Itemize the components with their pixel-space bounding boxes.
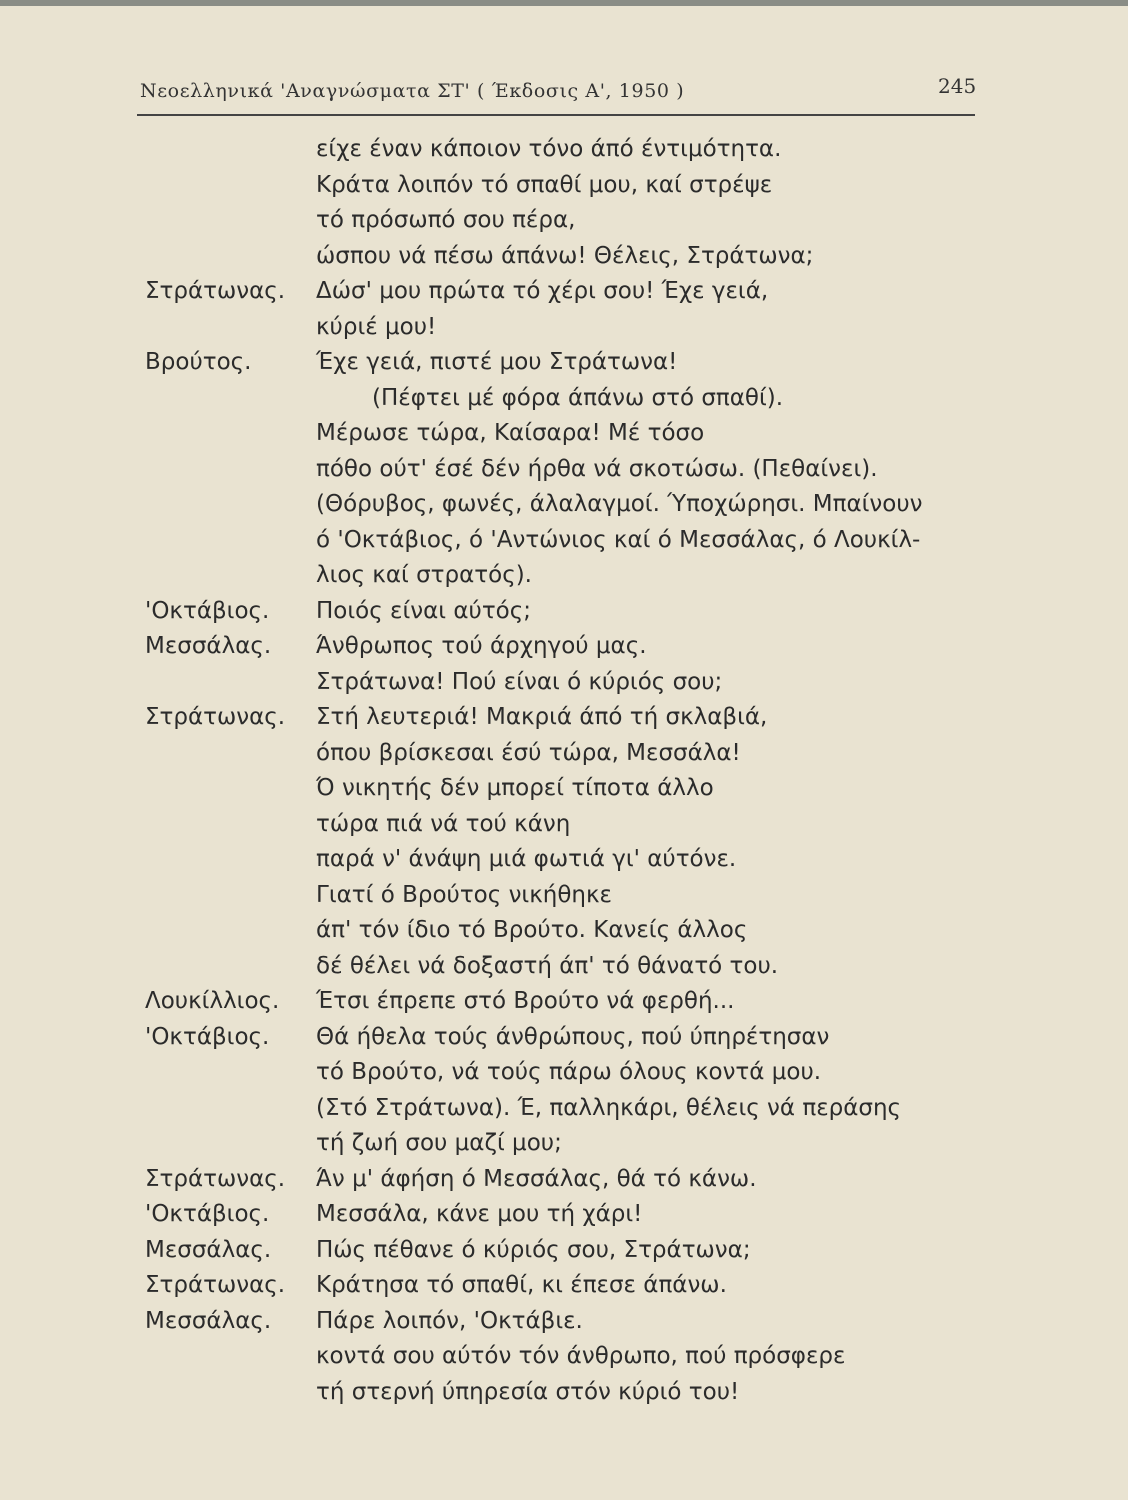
dialogue-line: τώρα πιά νά τού κάνη [316, 811, 571, 837]
dialogue-line: λιος καί στρατός). [316, 562, 532, 588]
dialogue-line: τό πρόσωπό σου πέρα, [316, 207, 576, 233]
dialogue-line: τή στερνή ύπηρεσία στόν κύριό του! [316, 1379, 740, 1405]
speaker-name: Μεσσάλας. [145, 633, 272, 659]
dialogue-line: Στράτωνα! Πού είναι ό κύριός σου; [316, 669, 723, 695]
page-number: 245 [938, 74, 977, 98]
dialogue-line: ό 'Οκτάβιος, ό 'Αντώνιος καί ό Μεσσάλας, ό Λουκίλ- [316, 527, 921, 553]
dialogue-line: Άνθρωπος τού άρχηγού μας. [316, 633, 647, 659]
dialogue-line: ώσπου νά πέσω άπάνω! Θέλεις, Στράτωνα; [316, 243, 814, 269]
page-top-edge [0, 0, 1128, 6]
dialogue-line: Έτσι έπρεπε στό Βρούτο νά φερθή... [316, 988, 735, 1014]
dialogue-line: τή ζωή σου μαζί μου; [316, 1130, 562, 1156]
dialogue-line: τό Βρούτο, νά τούς πάρω όλους κοντά μου. [316, 1059, 822, 1085]
dialogue-line: (Θόρυβος, φωνές, άλαλαγμοί. Ύποχώρησι. Μπαίνουν [316, 491, 923, 517]
dialogue-line: πόθο ούτ' έσέ δέν ήρθα νά σκοτώσω. (Πεθαίνει). [316, 456, 878, 482]
speaker-name: Μεσσάλας. [145, 1237, 272, 1263]
speaker-name: Στράτωνας. [145, 278, 286, 304]
speaker-name: Μεσσάλας. [145, 1308, 272, 1334]
dialogue-line: Πώς πέθανε ό κύριός σου, Στράτωνα; [316, 1237, 751, 1263]
dialogue-line: Δώσ' μου πρώτα τό χέρι σου! Έχε γειά, [316, 278, 769, 304]
dialogue-line: Μέρωσε τώρα, Καίσαρα! Μέ τόσο [316, 420, 705, 446]
running-header-title: Νεοελληνικά 'Αναγνώσματα ΣΤ' ( Έκδοσις Α', 1950 ) [140, 80, 685, 102]
speaker-name: 'Οκτάβιος. [145, 1201, 270, 1227]
dialogue-line: είχε έναν κάποιον τόνο άπό έντιμότητα. [316, 136, 782, 162]
dialogue-line: δέ θέλει νά δοξαστή άπ' τό θάνατό του. [316, 953, 779, 979]
dialogue-line: παρά ν' άνάψη μιά φωτιά γι' αύτόνε. [316, 846, 737, 872]
dialogue-line: Κράτα λοιπόν τό σπαθί μου, καί στρέψε [316, 172, 773, 198]
dialogue-line: Μεσσάλα, κάνε μου τή χάρι! [316, 1201, 643, 1227]
dialogue-line: κύριέ μου! [316, 314, 437, 340]
speaker-name: 'Οκτάβιος. [145, 1024, 270, 1050]
dialogue-line: Πάρε λοιπόν, 'Οκτάβιε. [316, 1308, 583, 1334]
dialogue-line: Ό νικητής δέν μπορεί τίποτα άλλο [316, 775, 714, 801]
dialogue-line: όπου βρίσκεσαι έσύ τώρα, Μεσσάλα! [316, 740, 741, 766]
dialogue-line: Ποιός είναι αύτός; [316, 598, 531, 624]
speaker-name: Λουκίλλιος. [145, 988, 280, 1014]
speaker-name: Βρούτος. [145, 349, 252, 375]
dialogue-line: Άν μ' άφήση ό Μεσσάλας, θά τό κάνω. [316, 1166, 757, 1192]
dialogue-line: Γιατί ό Βρούτος νικήθηκε [316, 882, 612, 908]
dialogue-line: Στή λευτεριά! Μακριά άπό τή σκλαβιά, [316, 704, 768, 730]
header-rule [137, 114, 975, 116]
speaker-name: 'Οκτάβιος. [145, 598, 270, 624]
stage-direction-line: (Πέφτει μέ φόρα άπάνω στό σπαθί). [372, 385, 784, 411]
dialogue-line: Έχε γειά, πιστέ μου Στράτωνα! [316, 349, 678, 375]
dialogue-line: κοντά σου αύτόν τόν άνθρωπο, πού πρόσφερε [316, 1343, 846, 1369]
dialogue-line: (Στό Στράτωνα). Έ, παλληκάρι, θέλεις νά περάσης [316, 1095, 902, 1121]
speaker-name: Στράτωνας. [145, 1272, 286, 1298]
speaker-name: Στράτωνας. [145, 1166, 286, 1192]
dialogue-line: Κράτησα τό σπαθί, κι έπεσε άπάνω. [316, 1272, 727, 1298]
speaker-name: Στράτωνας. [145, 704, 286, 730]
dialogue-line: άπ' τόν ίδιο τό Βρούτο. Κανείς άλλος [316, 917, 748, 943]
dialogue-line: Θά ήθελα τούς άνθρώπους, πού ύπηρέτησαν [316, 1024, 830, 1050]
